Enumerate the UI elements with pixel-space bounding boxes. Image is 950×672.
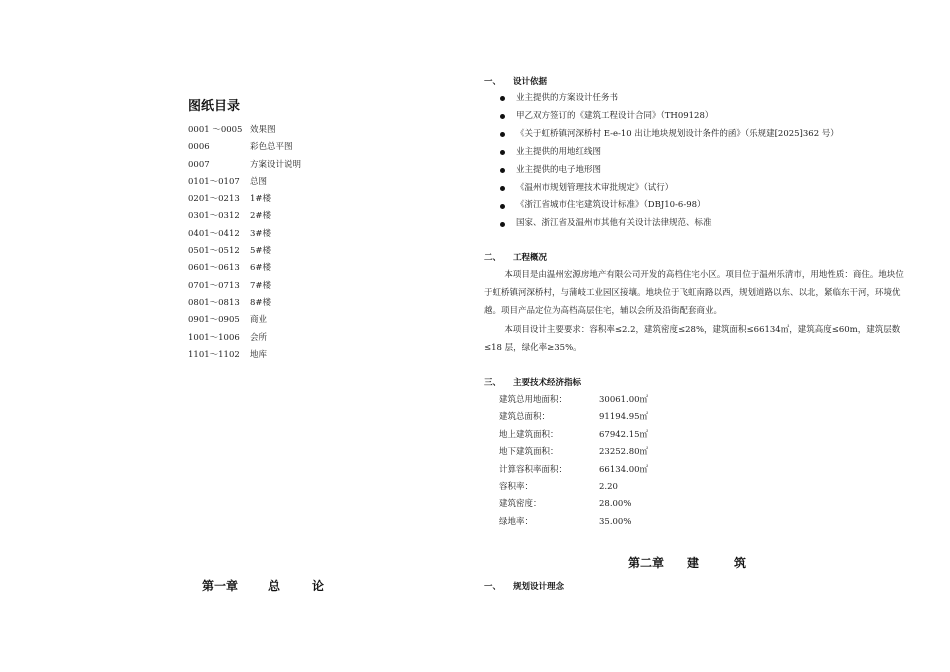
- toc-name: 5#楼: [250, 246, 272, 257]
- bullet-icon: [500, 186, 505, 191]
- toc-code: 0301～0312: [188, 211, 240, 222]
- indicator-value: 2.20: [599, 482, 618, 493]
- bullet-icon: [500, 150, 505, 155]
- chapter-word: 论: [312, 579, 325, 593]
- toc-code: 0501～0512: [188, 246, 240, 257]
- toc-row: [188, 174, 301, 191]
- toc-name: 会所: [250, 332, 268, 343]
- indicator-value: 66134.00㎡: [599, 464, 649, 475]
- indicator-label: 地上建筑面积：: [499, 429, 559, 440]
- table-row: [499, 409, 648, 426]
- indicator-value: 28.00%: [599, 499, 632, 510]
- toc-row: [188, 260, 301, 277]
- table-row: [499, 392, 648, 409]
- toc-code: 0006: [188, 142, 210, 153]
- toc-code: 0401～0412: [188, 228, 240, 239]
- toc-name: 1#楼: [250, 194, 272, 205]
- table-row: [499, 427, 648, 444]
- toc-row: [188, 157, 301, 174]
- chapter-number: 第一章: [202, 579, 239, 593]
- project-overview-text: [484, 266, 908, 357]
- toc-name: 方案设计说明: [250, 159, 302, 170]
- section-title: 主要技术经济指标: [513, 378, 582, 388]
- bullet-icon: [500, 114, 505, 119]
- chapter-2-heading: [628, 554, 746, 571]
- toc-row: [188, 226, 301, 243]
- indicator-label: 建筑密度：: [499, 499, 542, 510]
- chapter-word: 建: [687, 556, 700, 570]
- toc-name: 彩色总平图: [250, 142, 293, 153]
- section-title: 工程概况: [513, 253, 548, 263]
- table-row: [499, 444, 648, 461]
- indicator-value: 30061.00㎡: [599, 395, 649, 405]
- toc-name: 8#楼: [250, 297, 272, 308]
- section-number: 一、: [484, 77, 502, 87]
- section-title: 设计依据: [513, 77, 548, 87]
- toc-name: 效果图: [250, 125, 276, 135]
- list-item-text: 国家、浙江省及温州市其他有关设计法律规范、标准: [516, 218, 712, 229]
- toc-code: 0007: [188, 159, 210, 170]
- toc-title: 图纸目录: [188, 99, 241, 114]
- table-row: [499, 514, 648, 531]
- toc-row: [188, 139, 301, 156]
- toc-code: 0801～0813: [188, 297, 240, 308]
- toc-code: 0701～0713: [188, 280, 240, 291]
- toc-code: 0101～0107: [188, 176, 240, 187]
- list-item: [500, 144, 839, 162]
- list-item-text: 业主提供的用地红线图: [516, 146, 602, 157]
- list-item: [500, 108, 839, 126]
- chapter-1-heading: [202, 577, 324, 594]
- toc-code: 0601～0613: [188, 263, 240, 274]
- section-title: 规划设计理念: [513, 582, 565, 592]
- toc-name: 7#楼: [250, 280, 272, 291]
- indicator-label: 建筑总用地面积：: [499, 395, 568, 405]
- list-item-text: 《关于虹桥镇河深桥村 E-e-10 出让地块规划设计条件的函》（乐规建[2025]362 号）: [516, 128, 839, 139]
- indicator-label: 计算容积率面积：: [499, 464, 568, 475]
- toc-row: [188, 330, 301, 347]
- list-item-text: 《温州市规划管理技术审批规定》（试行）: [516, 182, 674, 193]
- toc-code: 0901～0905: [188, 315, 240, 326]
- toc-row: [188, 312, 301, 329]
- indicator-label: 建筑总面积：: [499, 412, 551, 423]
- section-number: 一、: [484, 582, 502, 592]
- toc-row: [188, 295, 301, 312]
- indicator-label: 容积率：: [499, 482, 534, 493]
- list-item-text: 业主提供的方案设计任务书: [516, 93, 619, 103]
- list-item: [500, 215, 839, 233]
- chapter-word: 筑: [734, 556, 747, 570]
- list-item: [500, 162, 839, 180]
- paragraph: 本项目设计主要要求：容积率≤2.2，建筑密度≤28%，建筑面积≤66134㎡，建筑高度≤60m，建筑层数≤18 层，绿化率≥35%。: [484, 324, 901, 353]
- indicator-label: 地下建筑面积：: [499, 447, 559, 458]
- indicator-value: 67942.15㎡: [599, 429, 649, 440]
- table-row: [499, 479, 648, 496]
- toc-name: 商业: [250, 315, 268, 326]
- indicator-value: 35.00%: [599, 516, 632, 527]
- bullet-icon: [500, 222, 505, 227]
- indicator-table: [499, 392, 648, 531]
- list-item-text: 业主提供的电子地形图: [516, 164, 602, 175]
- toc-row: [188, 122, 301, 139]
- indicator-label: 绿地率：: [499, 516, 534, 527]
- bullet-icon: [500, 132, 505, 137]
- chapter-number: 第二章: [628, 556, 665, 570]
- list-item-text: 《浙江省城市住宅建筑设计标准》（DBJ10-6-98）: [516, 200, 706, 211]
- chapter-word: 总: [268, 579, 281, 593]
- bullet-icon: [500, 96, 505, 101]
- indicator-value: 23252.80㎡: [599, 447, 649, 458]
- toc-code: 1101～1102: [188, 349, 240, 360]
- toc-row: [188, 278, 301, 295]
- section-heading-planning-concept: [484, 580, 564, 592]
- table-row: [499, 496, 648, 513]
- toc-name: 3#楼: [250, 228, 272, 239]
- toc-row: [188, 191, 301, 208]
- table-row: [499, 462, 648, 479]
- toc-name: 6#楼: [250, 263, 272, 274]
- section-heading-indicators: [484, 376, 581, 388]
- list-item: [500, 197, 839, 215]
- section-heading-design-basis: [484, 75, 547, 87]
- toc-name: 2#楼: [250, 211, 272, 222]
- paragraph: 本项目是由温州宏源房地产有限公司开发的高档住宅小区。项目位于温州乐清市，用地性质：商住。地块位于虹桥镇河深桥村，与蒲岐工业园区接壤。地块位于飞虹南路以西，规划道路以东、以北，紧临东干河，环境优越。项目产品定位为高档高层住宅，辅以会所及沿街配套商业。: [484, 270, 904, 317]
- list-item: [500, 90, 839, 108]
- design-basis-list: [500, 90, 839, 233]
- list-item: [500, 126, 839, 144]
- toc-name: 地库: [250, 349, 268, 360]
- list-item-text: 甲乙双方签订的《建筑工程设计合同》（TH09128）: [516, 110, 714, 121]
- section-number: 二、: [484, 253, 502, 263]
- toc-row: [188, 208, 301, 225]
- toc-code: 1001～1006: [188, 332, 240, 343]
- section-heading-project-overview: [484, 251, 547, 263]
- toc-code: 0201～0213: [188, 194, 240, 205]
- indicator-value: 91194.95㎡: [599, 412, 649, 423]
- bullet-icon: [500, 168, 505, 173]
- toc-row: [188, 347, 301, 364]
- toc-code: 0001 ～0005: [188, 125, 243, 135]
- toc-list: [188, 122, 301, 364]
- toc-name: 总图: [250, 176, 268, 187]
- bullet-icon: [500, 204, 505, 209]
- section-number: 三、: [484, 378, 502, 388]
- toc-row: [188, 243, 301, 260]
- list-item: [500, 180, 839, 198]
